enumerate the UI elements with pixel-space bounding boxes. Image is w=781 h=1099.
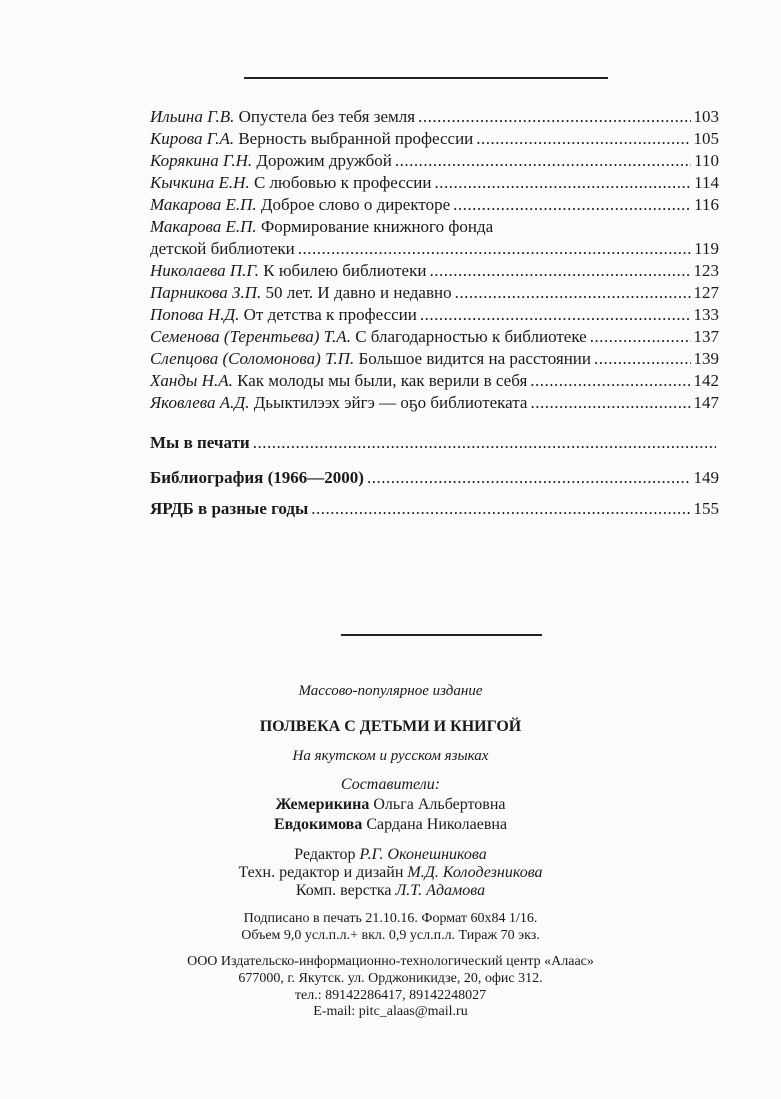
toc-author: Николаева П.Г. [150,261,260,280]
toc-entry [150,172,719,194]
dot-leader [530,370,690,392]
compilers-label: Составители: [340,776,441,793]
toc-page-number: 149 [693,468,719,487]
toc-section [150,467,719,489]
toc-author: Слепцова (Соломонова) Т.П. [150,349,355,368]
dot-leader [476,128,690,150]
print-details-2: Объем 9,0 усл.п.л.+ вкл. 0,9 усл.п.л. Тираж 70 экз. [241,928,540,943]
toc-entry [150,238,719,260]
top-divider [244,77,608,79]
toc-title: Большое видится на расстоянии [358,349,591,368]
layout-label: Комп. верстка [295,882,392,899]
imprint-divider [341,634,542,636]
toc-title: Дьыктилээх эйгэ — оҕо библиотеката [253,393,528,412]
toc-page-number: 116 [694,195,719,214]
toc-author: Корякина Г.Н. [150,151,253,170]
tech-editor-line [0,864,781,882]
toc-author: Ханды Н.А. [150,371,233,390]
toc-title: Опустела без тебя земля [238,107,416,126]
toc-entry [150,260,719,282]
dot-leader [435,172,692,194]
toc-page-number: 114 [694,173,719,192]
toc-title: Формирование книжного фонда [260,217,494,236]
toc-title-continuation: детской библиотеки [150,239,295,258]
dot-leader [253,432,716,454]
toc-title: Как молоды мы были, как верили в себя [237,371,528,390]
publisher-name: ООО Издательско-информационно-технологический центр «Алаас» [187,954,594,969]
toc-page-number: 155 [693,499,719,518]
toc-entry [150,194,719,216]
toc-title: К юбилею библиотеки [263,261,427,280]
toc-entry [150,150,719,172]
dot-leader [367,467,691,489]
toc-entry [150,392,719,414]
toc-author: Семенова (Терентьева) Т.А. [150,327,351,346]
compiler-name: Ольга Альбертовна [373,796,506,813]
toc-author: Макарова Е.П. [150,217,257,236]
toc-author: Кычкина Е.Н. [150,173,250,192]
dot-leader [311,498,690,520]
toc-page-number: 147 [693,393,719,412]
dot-leader [395,150,691,172]
toc-section-title: ЯРДБ в разные годы [150,499,309,518]
toc-page-number: 110 [694,151,719,170]
toc-section-title: Библиография (1966—2000) [150,468,364,487]
toc-page-number: 119 [694,239,719,258]
dot-leader [429,260,690,282]
toc-title: Доброе слово о директоре [260,195,451,214]
toc-title: С любовью к профессии [253,173,432,192]
toc-author: Парникова З.П. [150,283,262,302]
publisher-email: E-mail: pitc_alaas@mail.ru [313,1004,468,1019]
dot-leader [298,238,691,260]
toc-entry [150,348,719,370]
compiler-name: Сардана Николаевна [366,816,508,833]
publisher-address: 677000, г. Якутск. ул. Орджоникидзе, 20, офис 312. [238,971,543,986]
editor-name: Р.Г. Оконешникова [359,846,487,863]
layout-line [0,882,781,900]
toc-title: С благодарностью к библиотеке [355,327,587,346]
dot-leader [420,304,691,326]
toc-entry-first-line [150,216,493,238]
book-title: ПОЛВЕКА С ДЕТЬМИ И КНИГОЙ [259,718,522,735]
toc-title: 50 лет. И давно и недавно [265,283,452,302]
toc-entry [150,326,719,348]
toc-page-number: 103 [693,107,719,126]
toc-section [150,498,719,520]
toc-author: Кирова Г.А. [150,129,235,148]
toc-section-title: Мы в печати [150,433,250,452]
toc-page-number: 142 [693,371,719,390]
toc-page-number: 139 [693,349,719,368]
toc-entry [150,128,719,150]
publisher-phone: тел.: 89142286417, 89142248027 [294,988,487,1003]
toc-page-number: 123 [693,261,719,280]
editor-line [0,846,781,864]
toc-author: Попова Н.Д. [150,305,240,324]
compiler-surname: Жемерикина [275,796,370,813]
editor-label: Редактор [294,846,356,863]
compiler-surname: Евдокимова [273,816,363,833]
dot-leader [590,326,691,348]
toc-entry [150,282,719,304]
edition-type: Массово-популярное издание [298,683,483,699]
compiler-1 [0,796,781,814]
compiler-2 [0,816,781,834]
print-details-1: Подписано в печать 21.10.16. Формат 60х84 1/16. [243,911,538,926]
toc-author: Макарова Е.П. [150,195,257,214]
toc-author: Яковлева А.Д. [150,393,250,412]
toc-page-number: 127 [693,283,719,302]
languages-note: На якутском и русском языках [292,748,489,764]
tech-editor-name: М.Д. Колодезникова [407,864,543,881]
dot-leader [530,392,690,414]
toc-entry [150,106,719,128]
toc-page-number: 133 [693,305,719,324]
toc-entry [150,304,719,326]
toc-page-number: 137 [693,327,719,346]
dot-leader [453,194,691,216]
toc-page-number: 105 [693,129,719,148]
toc-title: От детства к профессии [243,305,417,324]
dot-leader [418,106,690,128]
toc-author: Ильина Г.В. [150,107,235,126]
toc-title: Верность выбранной профессии [238,129,474,148]
toc-title: Дорожим дружбой [256,151,392,170]
toc-entry [150,370,719,392]
dot-leader [594,348,691,370]
layout-name: Л.Т. Адамова [395,882,486,899]
dot-leader [455,282,691,304]
toc-section [150,432,719,454]
tech-editor-label: Техн. редактор и дизайн [238,864,404,881]
